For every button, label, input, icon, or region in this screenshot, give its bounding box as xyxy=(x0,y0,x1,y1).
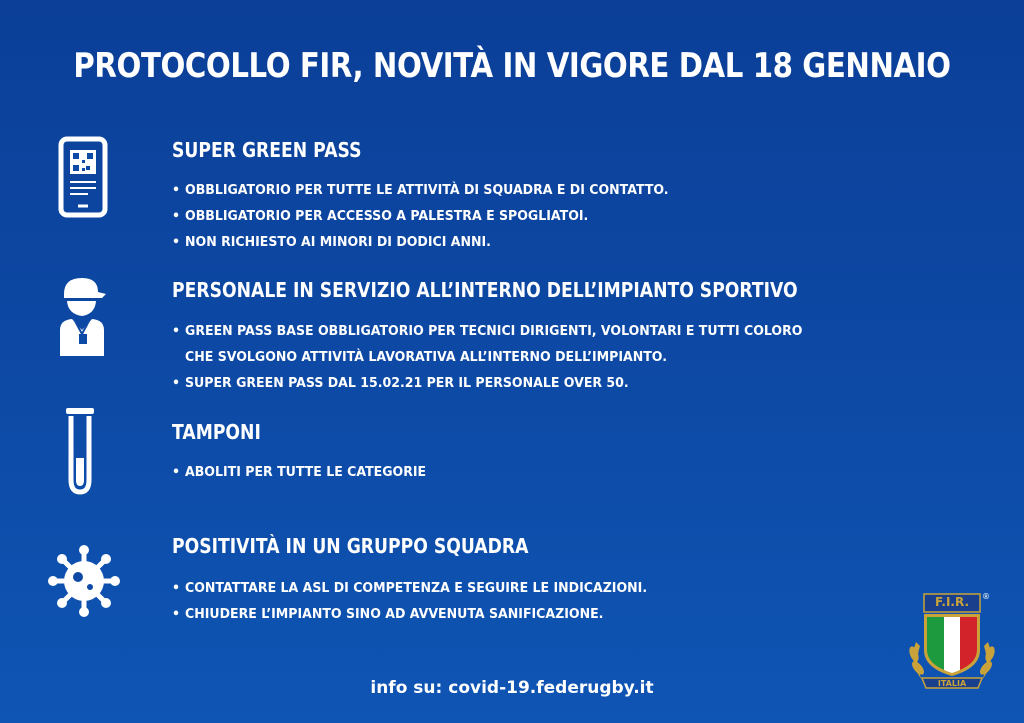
virus-icon xyxy=(48,545,120,617)
bullet-list xyxy=(172,575,683,627)
section-heading: POSITIVITÀ IN UN GRUPPO SQUADRA xyxy=(172,534,529,558)
section-heading: TAMPONI xyxy=(172,420,261,444)
section-heading: PERSONALE IN SERVIZIO ALL’INTERNO DELL’IMPIANTO SPORTIVO xyxy=(172,278,798,302)
section-heading: SUPER GREEN PASS xyxy=(172,138,362,162)
bullet-list xyxy=(172,177,706,255)
list-item: • CONTATTARE LA ASL DI COMPETENZA E SEGUIRE LE INDICAZIONI. xyxy=(172,580,648,596)
list-item: • OBBLIGATORIO PER ACCESSO A PALESTRA E SPOGLIATOI. xyxy=(172,208,589,224)
list-item: • ABOLITI PER TUTTE LE CATEGORIE xyxy=(172,464,427,480)
list-item: • GREEN PASS BASE OBBLIGATORIO PER TECNICI DIRIGENTI, VOLONTARI E TUTTI COLORO xyxy=(172,323,803,339)
page-title: PROTOCOLLO FIR, NOVITÀ IN VIGORE DAL 18 GENNAIO xyxy=(73,46,951,86)
list-item: • SUPER GREEN PASS DAL 15.02.21 PER IL PERSONALE OVER 50. xyxy=(172,375,629,391)
logo-text-bottom: ITALIA xyxy=(937,679,967,688)
list-item: • OBBLIGATORIO PER TUTTE LE ATTIVITÀ DI SQUADRA E DI CONTATTO. xyxy=(172,182,669,198)
list-item: • NON RICHIESTO AI MINORI DI DODICI ANNI. xyxy=(172,234,491,250)
list-item: • CHIUDERE L’IMPIANTO SINO AD AVVENUTA SANIFICAZIONE. xyxy=(172,606,604,622)
logo-text-top: F.I.R. xyxy=(934,595,970,609)
logo-registered-mark: ® xyxy=(982,592,990,601)
smartphone-qr-icon xyxy=(58,136,108,218)
staff-person-icon xyxy=(56,274,108,356)
bullet-list xyxy=(172,318,850,396)
test-tube-icon xyxy=(64,406,96,496)
fir-logo xyxy=(904,592,1000,696)
bullet-list xyxy=(172,459,445,485)
list-item-continuation: CHE SVOLGONO ATTIVITÀ LAVORATIVA ALL’INTERNO DELL’IMPIANTO. xyxy=(185,349,667,365)
footer-info-link[interactable]: info su: covid-19.federugby.it xyxy=(370,678,654,698)
